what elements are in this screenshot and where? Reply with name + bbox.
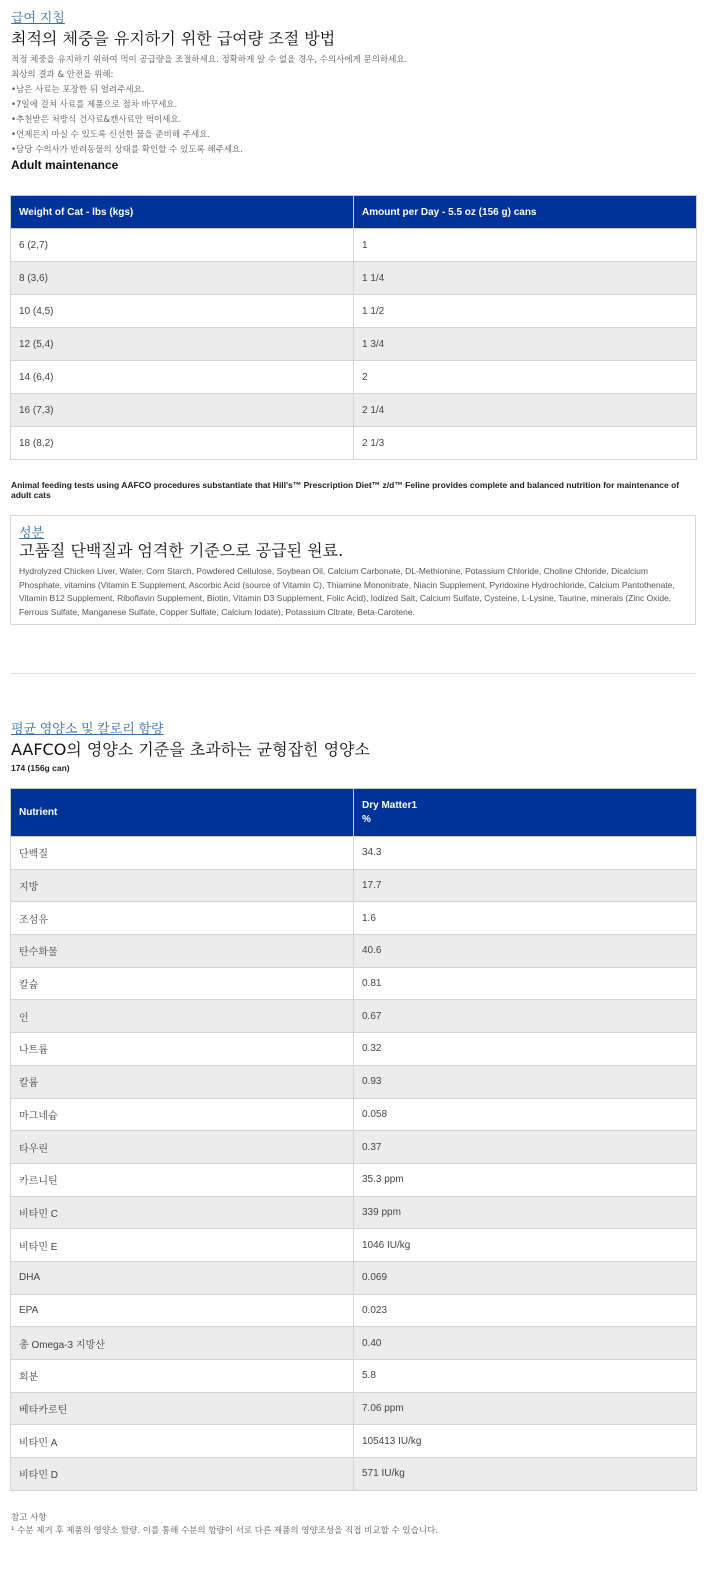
- nutrient-name-cell: 카르니틴: [11, 1163, 354, 1196]
- nutrient-name-cell: 칼슘: [11, 967, 354, 1000]
- nutrient-column-header: Nutrient: [11, 789, 354, 837]
- nutrient-name-cell: 베타카로틴: [11, 1392, 354, 1425]
- nutrient-value-cell: 105413 IU/kg: [354, 1425, 697, 1458]
- ingredients-box: [10, 515, 696, 625]
- nutrient-value-cell: 0.93: [354, 1065, 697, 1098]
- table-row: [11, 1360, 697, 1393]
- nutrient-name-cell: 마그네슘: [11, 1098, 354, 1131]
- footnote: [11, 1512, 701, 1538]
- weight-cell: 6 (2,7): [11, 229, 354, 262]
- section-divider: [10, 673, 696, 674]
- table-row: [11, 1327, 697, 1360]
- weight-cell: 16 (7,3): [11, 394, 354, 427]
- table-row: [11, 1098, 697, 1131]
- dry-matter-label: Dry Matter1: [362, 799, 418, 811]
- nutrient-value-cell: 7.06 ppm: [354, 1392, 697, 1425]
- amount-cell: 2 1/3: [354, 427, 697, 460]
- nutrient-value-cell: 40.6: [354, 935, 697, 968]
- nutrient-name-cell: DHA: [11, 1261, 354, 1294]
- nutrient-value-cell: 34.3: [354, 837, 697, 870]
- intro-line: •남은 사료는 포장한 뒤 얼려주세요.: [11, 85, 145, 95]
- amount-column-header: Amount per Day - 5.5 oz (156 g) cans: [354, 196, 697, 229]
- dry-matter-column-header: [354, 789, 697, 837]
- amount-cell: 1: [354, 229, 697, 262]
- table-row: [11, 1131, 697, 1164]
- table-row: [11, 394, 697, 427]
- nutrient-value-cell: 17.7: [354, 869, 697, 902]
- weight-column-header: Weight of Cat - lbs (kgs): [11, 196, 354, 229]
- nutrition-link[interactable]: 평균 영양소 및 칼로리 함량: [11, 721, 164, 736]
- nutrient-name-cell: 비타민 E: [11, 1229, 354, 1262]
- intro-line: •7일에 걸쳐 사료를 제품으로 점차 바꾸세요.: [11, 100, 178, 110]
- table-row: [11, 295, 697, 328]
- ingredients-list: Hydrolyzed Chicken Liver, Water, Corn Starch, Powdered Cellulose, Soybean Oil, Calcium Carbonate, DL-Methionine, Potassium Chloride, Choline Chloride, Dicalcium Phosphate, vitamins (Vitamin E Supplement, Ascorbic Acid (source of Vitamin C), Thiamine Mononitrate, Niacin Supplement, Pyridoxine Hydrochloride, Calcium Pantothenate, Vitamin B12 Supplement, Riboflavin Supplement, Biotin, Vitamin D3 Supplement, Folic Acid), Iodized Salt, Calcium Sulfate, Cysteine, L-Lysine, Taurine, minerals (Zinc Oxide, Ferrous Sulfate, Manganese Sulfate, Copper Sulfate, Calcium Iodate), Potassium Citrate, Beta-Carotene.: [19, 566, 675, 617]
- nutrient-value-cell: 571 IU/kg: [354, 1458, 697, 1491]
- feeding-headline: 최적의 체중을 유지하기 위한 급여량 조절 방법: [11, 29, 336, 48]
- weight-cell: 12 (5,4): [11, 328, 354, 361]
- weight-cell: 8 (3,6): [11, 262, 354, 295]
- calorie-can-info: 174 (156g can): [11, 763, 70, 773]
- intro-line: •담당 수의사가 반려동물의 상태를 확인할 수 있도록 해주세요.: [11, 145, 243, 155]
- table-row: [11, 935, 697, 968]
- feeding-table: [10, 195, 697, 460]
- weight-cell: 14 (6,4): [11, 361, 354, 394]
- feeding-guide-section: [11, 7, 697, 172]
- table-row: [11, 837, 697, 870]
- adult-maintenance-subhead: Adult maintenance: [11, 158, 119, 172]
- table-row: [11, 902, 697, 935]
- intro-line: 적정 체중을 유지하기 위하여 먹이 공급량을 조절하세요. 정확하게 알 수 없을 경우, 수의사에게 문의하세요.: [11, 55, 408, 65]
- nutrient-value-cell: 339 ppm: [354, 1196, 697, 1229]
- table-row: [11, 229, 697, 262]
- weight-cell: 10 (4,5): [11, 295, 354, 328]
- nutrient-value-cell: 0.37: [354, 1131, 697, 1164]
- dry-matter-unit: %: [362, 813, 371, 825]
- amount-cell: 2: [354, 361, 697, 394]
- table-row: [11, 262, 697, 295]
- nutrient-value-cell: 1046 IU/kg: [354, 1229, 697, 1262]
- table-row: [11, 1065, 697, 1098]
- feeding-guide-link[interactable]: 급여 지침: [11, 10, 65, 25]
- table-row: [11, 361, 697, 394]
- table-header-row: [11, 196, 697, 229]
- table-row: [11, 869, 697, 902]
- nutrient-name-cell: 탄수화물: [11, 935, 354, 968]
- table-row: [11, 1294, 697, 1327]
- table-row: [11, 967, 697, 1000]
- ingredients-headline: 고품질 단백질과 엄격한 기준으로 공급된 원료.: [19, 541, 344, 560]
- table-row: [11, 1163, 697, 1196]
- table-header-row: [11, 789, 697, 837]
- table-row: [11, 328, 697, 361]
- nutrient-value-cell: 0.069: [354, 1261, 697, 1294]
- nutrient-table: [10, 788, 697, 1491]
- ingredients-link[interactable]: 성분: [19, 525, 45, 540]
- nutrient-name-cell: 비타민 C: [11, 1196, 354, 1229]
- nutrient-name-cell: 총 Omega-3 지방산: [11, 1327, 354, 1360]
- nutrient-name-cell: 조섬유: [11, 902, 354, 935]
- nutrient-name-cell: 지방: [11, 869, 354, 902]
- nutrient-value-cell: 0.058: [354, 1098, 697, 1131]
- table-row: [11, 1261, 697, 1294]
- table-row: [11, 1425, 697, 1458]
- nutrient-name-cell: 칼륨: [11, 1065, 354, 1098]
- amount-cell: 2 1/4: [354, 394, 697, 427]
- nutrient-table-body: [11, 837, 697, 1491]
- nutrient-value-cell: 0.32: [354, 1033, 697, 1066]
- nutrient-name-cell: 회분: [11, 1360, 354, 1393]
- nutrient-name-cell: EPA: [11, 1294, 354, 1327]
- feeding-intro: [11, 53, 697, 158]
- nutrient-value-cell: 0.023: [354, 1294, 697, 1327]
- nutrient-name-cell: 비타민 D: [11, 1458, 354, 1491]
- footnote-title: 참고 사항: [11, 1513, 47, 1523]
- nutrition-section: [11, 718, 697, 773]
- nutrition-headline: AAFCO의 영양소 기준을 초과하는 균형잡힌 영양소: [11, 740, 370, 759]
- table-row: [11, 1000, 697, 1033]
- nutrient-value-cell: 1.6: [354, 902, 697, 935]
- nutrient-name-cell: 단백질: [11, 837, 354, 870]
- nutrient-name-cell: 나트륨: [11, 1033, 354, 1066]
- footnote-text: ¹ 수분 제거 후 제품의 영양소 함량. 이를 통해 수분의 함량이 서로 다른 제품의 영양조성을 직접 비교할 수 있습니다.: [11, 1526, 438, 1536]
- amount-cell: 1 1/2: [354, 295, 697, 328]
- weight-cell: 18 (8,2): [11, 427, 354, 460]
- table-row: [11, 1392, 697, 1425]
- nutrient-value-cell: 5.8: [354, 1360, 697, 1393]
- table-row: [11, 1033, 697, 1066]
- table-row: [11, 1229, 697, 1262]
- table-row: [11, 1196, 697, 1229]
- intro-line: •추천받은 처방식 건사료&캔사료만 먹이세요.: [11, 115, 182, 125]
- nutrient-name-cell: 비타민 A: [11, 1425, 354, 1458]
- nutrient-name-cell: 인: [11, 1000, 354, 1033]
- table-row: [11, 1458, 697, 1491]
- nutrient-value-cell: 0.67: [354, 1000, 697, 1033]
- amount-cell: 1 1/4: [354, 262, 697, 295]
- intro-line: •언제든지 마실 수 있도록 신선한 물을 준비해 주세요.: [11, 130, 211, 140]
- nutrient-value-cell: 0.81: [354, 967, 697, 1000]
- intro-line: 최상의 결과 & 안전을 위해:: [11, 70, 114, 80]
- nutrient-name-cell: 타우린: [11, 1131, 354, 1164]
- table-row: [11, 427, 697, 460]
- nutrient-value-cell: 0.40: [354, 1327, 697, 1360]
- nutrient-value-cell: 35.3 ppm: [354, 1163, 697, 1196]
- aafco-statement: Animal feeding tests using AAFCO procedures substantiate that Hill's™ Prescription Diet™ z/d™ Feline provides complete and balanced nutrition for maintenance of adult cats: [11, 480, 680, 500]
- amount-cell: 1 3/4: [354, 328, 697, 361]
